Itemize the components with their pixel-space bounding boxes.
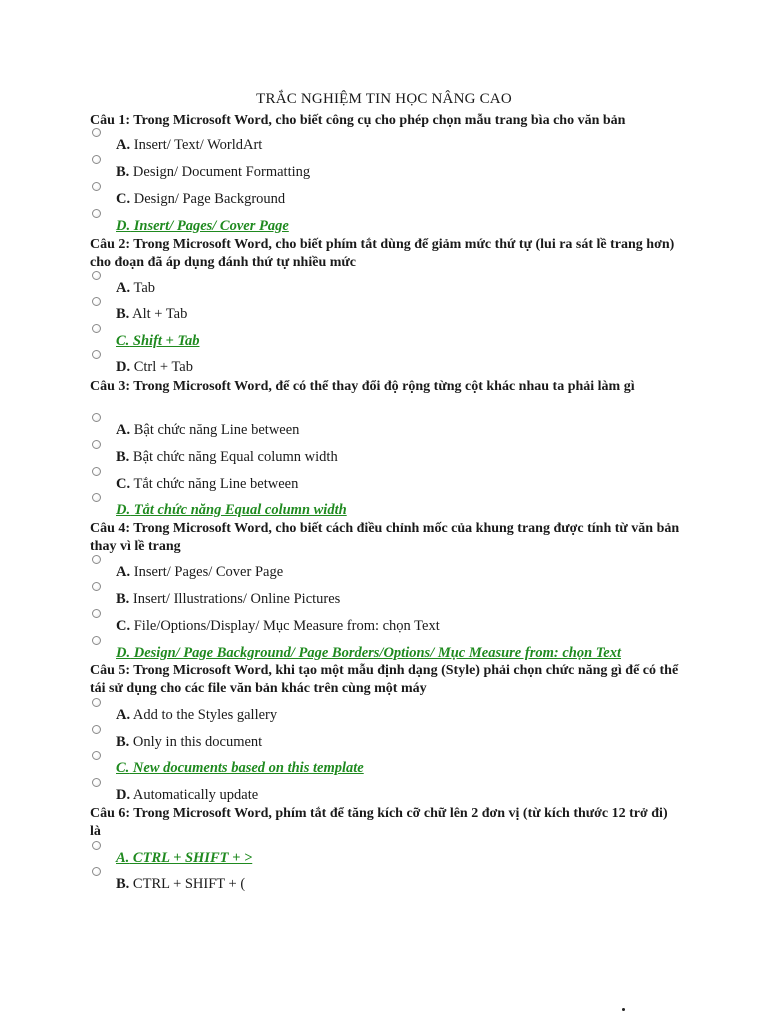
radio-button-icon[interactable] <box>92 725 101 734</box>
option-letter: C. <box>116 333 130 349</box>
option-label: Alt + Tab <box>129 306 188 322</box>
radio-button-icon[interactable] <box>92 778 101 787</box>
option-label: Add to the Styles gallery <box>130 707 278 723</box>
q6-option-b[interactable] <box>92 876 692 896</box>
radio-button-icon[interactable] <box>92 582 101 591</box>
q4-option-a[interactable] <box>92 564 692 584</box>
option-letter: B. <box>116 449 130 465</box>
option-letter: D. <box>116 359 131 375</box>
option-label: Shift + Tab <box>129 333 200 349</box>
radio-button-icon[interactable] <box>92 493 101 502</box>
option-label: Design/ Document Formatting <box>129 164 311 180</box>
q3-option-d-correct[interactable] <box>92 502 692 522</box>
q2-option-a[interactable] <box>92 280 692 300</box>
q1-option-a[interactable] <box>92 137 692 157</box>
option-letter: A. <box>116 850 130 866</box>
option-letter: C. <box>116 476 131 492</box>
radio-button-icon[interactable] <box>92 209 101 218</box>
q1-option-c[interactable] <box>92 191 692 211</box>
option-label: Tab <box>130 280 156 296</box>
q4-option-b[interactable] <box>92 591 692 611</box>
option-label: New documents based on this template <box>129 760 364 776</box>
radio-button-icon[interactable] <box>92 413 101 422</box>
radio-button-icon[interactable] <box>92 841 101 850</box>
radio-button-icon[interactable] <box>92 297 101 306</box>
option-letter: A. <box>116 137 131 153</box>
radio-button-icon[interactable] <box>92 350 101 359</box>
option-letter: D. <box>116 645 131 661</box>
question-5-text: Câu 5: Trong Microsoft Word, khi tạo một mẫu định dạng (Style) phải chọn chức năng gì để có thể tái sử dụng cho các file văn bản khác trên cùng một máy <box>90 663 679 696</box>
option-label: Tắt chức năng Equal column width <box>130 502 347 518</box>
q5-option-d[interactable] <box>92 787 692 807</box>
option-label: Insert/ Pages/ Cover Page <box>130 564 284 580</box>
q4-option-c[interactable] <box>92 618 692 638</box>
option-letter: D. <box>116 787 131 803</box>
option-letter: A. <box>116 707 131 723</box>
option-letter: A. <box>116 280 131 296</box>
option-letter: A. <box>116 564 131 580</box>
question-3-text: Câu 3: Trong Microsoft Word, để có thể thay đổi độ rộng từng cột khác nhau ta phải làm gì <box>90 379 635 394</box>
q3-option-c[interactable] <box>92 476 692 496</box>
question-4-text: Câu 4: Trong Microsoft Word, cho biết cách điều chỉnh mốc của khung trang được tính từ văn bản thay vì lề trang <box>90 521 680 554</box>
option-letter: D. <box>116 218 131 234</box>
q2-option-c-correct[interactable] <box>92 333 692 353</box>
radio-button-icon[interactable] <box>92 751 101 760</box>
radio-button-icon[interactable] <box>92 636 101 645</box>
option-label: Only in this document <box>129 734 263 750</box>
option-label: Insert/ Pages/ Cover Page <box>130 218 289 234</box>
radio-button-icon[interactable] <box>92 155 101 164</box>
option-label: Design/ Page Background <box>130 191 286 207</box>
question-6-text: Câu 6: Trong Microsoft Word, phím tắt để tăng kích cỡ chữ lên 2 đơn vị (từ kích thước 12 trở đi) là <box>90 806 668 839</box>
option-label: Bật chức năng Equal column width <box>129 449 338 465</box>
stray-dot <box>622 1008 625 1011</box>
option-letter: C. <box>116 618 131 634</box>
option-letter: B. <box>116 876 130 892</box>
option-label: Tắt chức năng Line between <box>130 476 299 492</box>
option-letter: B. <box>116 164 130 180</box>
option-label: Bật chức năng Line between <box>130 422 300 438</box>
radio-button-icon[interactable] <box>92 324 101 333</box>
q5-option-b[interactable] <box>92 734 692 754</box>
radio-button-icon[interactable] <box>92 867 101 876</box>
option-label: CTRL + SHIFT + ( <box>129 876 246 892</box>
option-label: Design/ Page Background/ Page Borders/Options/ Mục Measure from: chọn Text <box>130 645 621 661</box>
radio-button-icon[interactable] <box>92 555 101 564</box>
option-letter: A. <box>116 422 131 438</box>
option-letter: B. <box>116 734 130 750</box>
option-label: Insert/ Illustrations/ Online Pictures <box>129 591 341 607</box>
option-label: File/Options/Display/ Mục Measure from: chọn Text <box>130 618 440 634</box>
radio-button-icon[interactable] <box>92 128 101 137</box>
radio-button-icon[interactable] <box>92 440 101 449</box>
radio-button-icon[interactable] <box>92 698 101 707</box>
option-label: CTRL + SHIFT + > <box>129 850 253 866</box>
question-1-text: Câu 1: Trong Microsoft Word, cho biết công cụ cho phép chọn mẫu trang bìa cho văn bản <box>90 113 626 128</box>
option-label: Ctrl + Tab <box>130 359 193 375</box>
radio-button-icon[interactable] <box>92 182 101 191</box>
radio-button-icon[interactable] <box>92 467 101 476</box>
option-letter: C. <box>116 191 131 207</box>
q1-option-d-correct[interactable] <box>92 218 692 238</box>
q2-option-b[interactable] <box>92 306 692 326</box>
q6-option-a-correct[interactable] <box>92 850 692 870</box>
option-label: Insert/ Text/ WorldArt <box>130 137 263 153</box>
option-letter: B. <box>116 591 130 607</box>
option-label: Automatically update <box>130 787 259 803</box>
q5-option-c-correct[interactable] <box>92 760 692 780</box>
option-letter: B. <box>116 306 130 322</box>
option-letter: C. <box>116 760 130 776</box>
q1-option-b[interactable] <box>92 164 692 184</box>
document-title: TRẮC NGHIỆM TIN HỌC NÂNG CAO <box>256 91 512 107</box>
q2-option-d[interactable] <box>92 359 692 379</box>
question-2-text: Câu 2: Trong Microsoft Word, cho biết phím tắt dùng để giảm mức thứ tự (lui ra sát lề trang hơn) cho đoạn đã áp dụng đánh thứ tự nhiều mức <box>90 237 675 270</box>
q3-option-b[interactable] <box>92 449 692 469</box>
q3-option-a[interactable] <box>92 422 692 442</box>
q5-option-a[interactable] <box>92 707 692 727</box>
radio-button-icon[interactable] <box>92 271 101 280</box>
radio-button-icon[interactable] <box>92 609 101 618</box>
option-letter: D. <box>116 502 131 518</box>
